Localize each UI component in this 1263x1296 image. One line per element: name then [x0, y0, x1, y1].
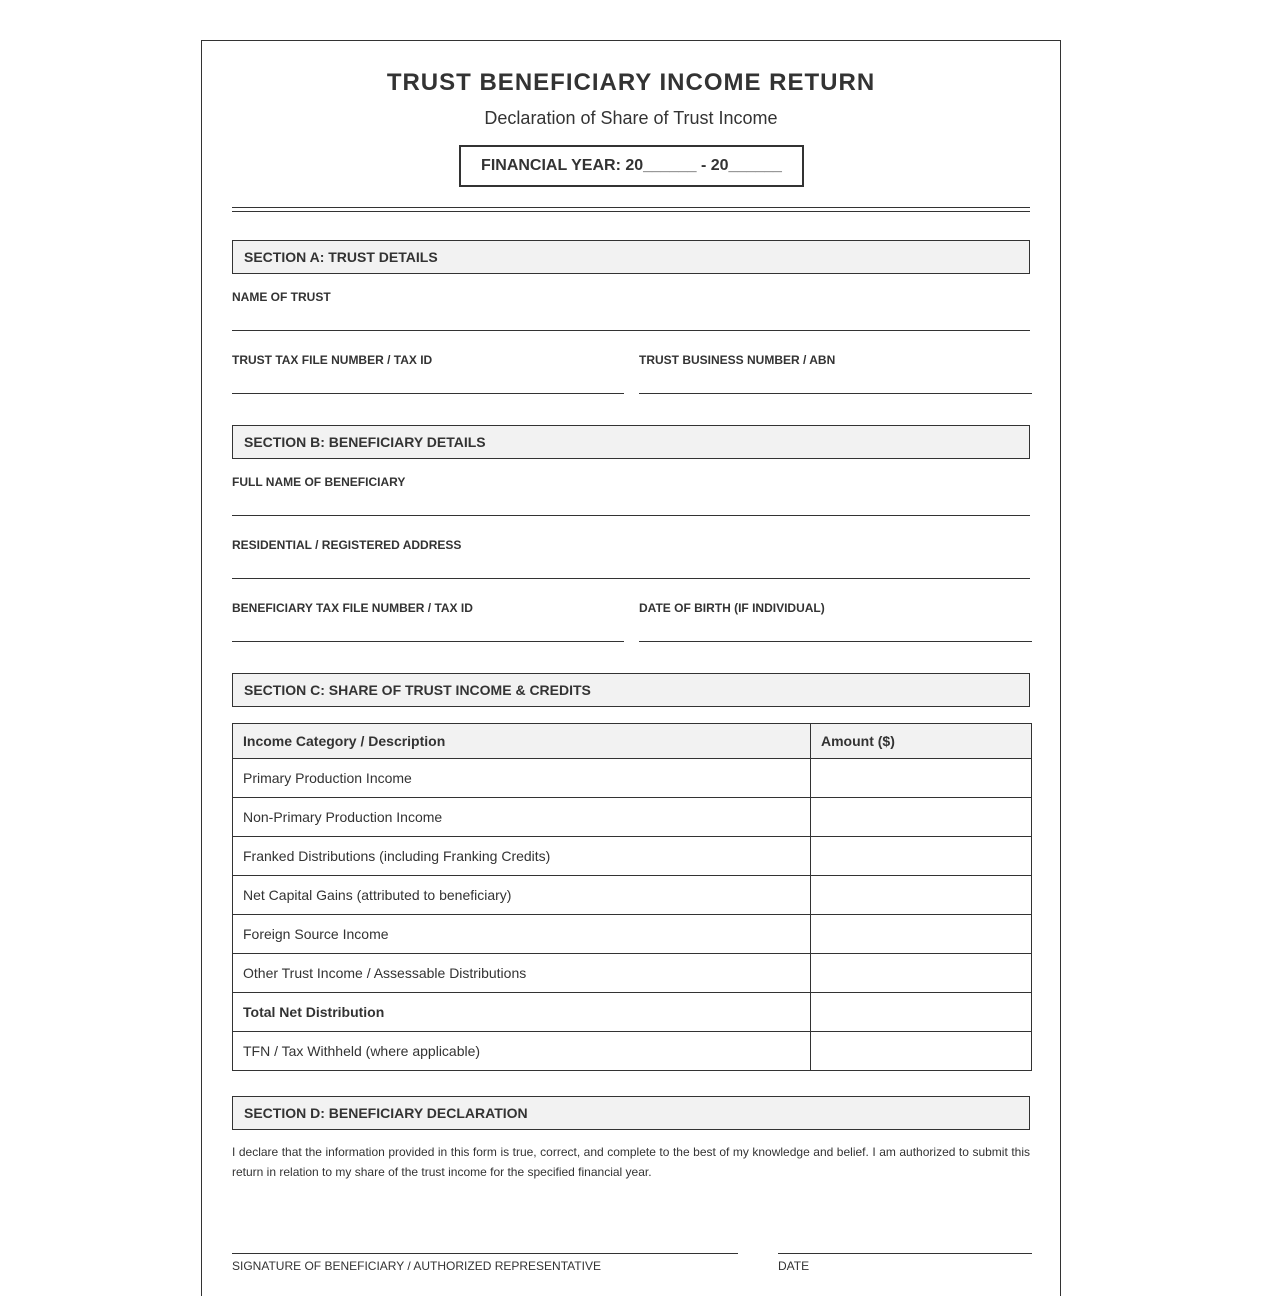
beneficiary-name-field[interactable]: [232, 475, 1030, 523]
income-description: Other Trust Income / Assessable Distributions: [233, 954, 811, 993]
income-description: Franked Distributions (including Franking Credits): [233, 837, 811, 876]
address-field[interactable]: [232, 538, 1030, 586]
column-header-amount: Amount ($): [811, 724, 1032, 759]
trust-tfn-line[interactable]: [232, 393, 624, 394]
section-b-heading: [232, 425, 1030, 459]
amount-cell[interactable]: [811, 993, 1032, 1032]
trust-tfn-field[interactable]: [232, 353, 624, 401]
column-header-description: Income Category / Description: [233, 724, 811, 759]
section-b-title: SECTION B: BENEFICIARY DETAILS: [244, 434, 486, 450]
section-c-heading: [232, 673, 1030, 707]
amount-cell[interactable]: [811, 798, 1032, 837]
beneficiary-name-label: FULL NAME OF BENEFICIARY: [232, 475, 406, 489]
amount-cell[interactable]: [811, 1032, 1032, 1071]
financial-year-label: FINANCIAL YEAR: 20______ - 20______: [481, 157, 782, 174]
date-of-birth-label: DATE OF BIRTH (IF INDIVIDUAL): [639, 601, 825, 615]
section-d-title: SECTION D: BENEFICIARY DECLARATION: [244, 1105, 528, 1121]
address-label: RESIDENTIAL / REGISTERED ADDRESS: [232, 538, 462, 552]
name-of-trust-label: NAME OF TRUST: [232, 290, 331, 304]
section-a-title: SECTION A: TRUST DETAILS: [244, 249, 438, 265]
date-line[interactable]: [778, 1253, 1032, 1254]
header-divider: [232, 207, 1030, 212]
trust-abn-label: TRUST BUSINESS NUMBER / ABN: [639, 353, 836, 367]
income-description: Non-Primary Production Income: [233, 798, 811, 837]
section-d-heading: [232, 1096, 1030, 1130]
section-a-heading: [232, 240, 1030, 274]
declaration-text: I declare that the information provided in this form is true, correct, and complete to the best of my knowledge and belief. I am authorized to submit this return in relation to my share of the trust income for the specified financial year.: [232, 1145, 1030, 1179]
date-of-birth-line[interactable]: [639, 641, 1032, 642]
date-of-birth-field[interactable]: [639, 601, 1032, 649]
income-table-header-row: [233, 724, 1032, 759]
total-row: [233, 993, 1032, 1032]
beneficiary-tfn-line[interactable]: [232, 641, 624, 642]
table-row: [233, 837, 1032, 876]
income-description: Foreign Source Income: [233, 915, 811, 954]
form-title: TRUST BENEFICIARY INCOME RETURN: [386, 69, 876, 96]
name-of-trust-line[interactable]: [232, 330, 1030, 331]
trust-abn-field[interactable]: [639, 353, 1032, 401]
beneficiary-name-line[interactable]: [232, 515, 1030, 516]
amount-cell[interactable]: [811, 759, 1032, 798]
beneficiary-tfn-label: BENEFICIARY TAX FILE NUMBER / TAX ID: [232, 601, 473, 615]
form-subtitle: Declaration of Share of Trust Income: [484, 108, 778, 128]
income-description: Primary Production Income: [233, 759, 811, 798]
table-row: [233, 1032, 1032, 1071]
signature-label: SIGNATURE OF BENEFICIARY / AUTHORIZED REPRESENTATIVE: [232, 1259, 601, 1273]
table-row: [233, 954, 1032, 993]
income-description: Total Net Distribution: [233, 993, 811, 1032]
income-description: TFN / Tax Withheld (where applicable): [233, 1032, 811, 1071]
amount-cell[interactable]: [811, 954, 1032, 993]
income-table: [232, 723, 1032, 1071]
table-row: [233, 798, 1032, 837]
table-row: [233, 876, 1032, 915]
trust-tfn-label: TRUST TAX FILE NUMBER / TAX ID: [232, 353, 433, 367]
trust-abn-line[interactable]: [639, 393, 1032, 394]
table-row: [233, 915, 1032, 954]
date-label: DATE: [778, 1259, 810, 1273]
signature-line[interactable]: [232, 1253, 738, 1254]
amount-cell[interactable]: [811, 915, 1032, 954]
name-of-trust-field[interactable]: [232, 290, 1030, 338]
amount-cell[interactable]: [811, 876, 1032, 915]
amount-cell[interactable]: [811, 837, 1032, 876]
section-c-title: SECTION C: SHARE OF TRUST INCOME & CREDITS: [244, 682, 591, 698]
income-description: Net Capital Gains (attributed to beneficiary): [233, 876, 811, 915]
table-row: [233, 759, 1032, 798]
beneficiary-tfn-field[interactable]: [232, 601, 624, 649]
form-page: [201, 40, 1061, 1296]
financial-year-box[interactable]: [459, 145, 804, 187]
address-line[interactable]: [232, 578, 1030, 579]
